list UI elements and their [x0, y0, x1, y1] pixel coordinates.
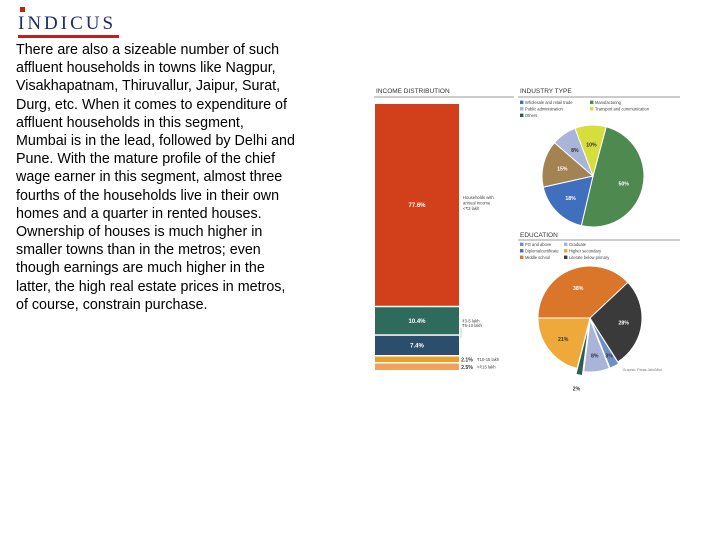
income-distribution-title: INCOME DISTRIBUTION [376, 88, 450, 95]
industry-pie-slice-label: 18% [565, 196, 576, 203]
legend-label-diploma-certificate: Diploma/certificate [525, 248, 559, 254]
income-side-labels [461, 195, 500, 369]
income-stacked-bar [375, 104, 473, 371]
industry-type-panel [518, 88, 680, 227]
industry-pie-slice-label: 15% [557, 166, 568, 173]
income-category-label: >₹15 lakh [477, 364, 496, 370]
legend-label-public-administration: Public administration [525, 106, 563, 112]
education-pie [538, 266, 642, 393]
legend-swatch [564, 249, 567, 252]
education-legend [520, 242, 610, 260]
legend-swatch [564, 243, 567, 246]
legend-label-middle-school: Middle school [525, 255, 551, 260]
legend-label-wholesale-and-retail-trade: Wholesale and retail trade [525, 100, 573, 105]
body-paragraph: There are also a sizeable number of such affluent households in towns like Nagpur, Visakhapatnam, Thiruvallur, Jaipur, Surat, Durg, etc. When it comes to expenditure of affluent households in this segment, Mumbai is in the lead, followed by Delhi and Pune. With the mature profile of the chief wage earner in this segment, almost three fourths of the households live in their own homes and a quarter in rented houses. Ownership of houses is much higher in smaller towns than in the metros; even though earnings are much higher in the latter, the high real estate prices in metros, of course, constrain purchase. [16, 42, 295, 313]
legend-label-higher-secondary: Higher secondary [569, 248, 602, 254]
income-bar-value-label: 2.5% [461, 364, 473, 371]
income-bar-value-label: 2.1% [461, 357, 473, 364]
legend-label-transport-and-communication: Transport and communication [595, 106, 650, 112]
industry-pie [542, 125, 644, 227]
education-pie-slice-label: 2% [572, 386, 581, 393]
income-category-label: ₹3-5 lakh [462, 318, 480, 324]
legend-label-graduate: Graduate [569, 242, 587, 247]
income-bar-value-label: 7.4% [410, 343, 424, 350]
logo-text: INDICUS [18, 13, 117, 34]
education-pie-slice-label: 21% [557, 336, 569, 343]
legend-swatch [520, 256, 523, 259]
legend-label-others: Others [525, 113, 538, 118]
education-pie-slice-label: 28% [618, 320, 629, 327]
education-title: EDUCATION [520, 232, 558, 239]
legend-label-literate-below-primary: Literate below primary [569, 255, 610, 260]
income-bar-segment-2-1 [375, 357, 459, 362]
industry-pie-slice-label: 8% [571, 148, 579, 155]
income-category-label: ₹5-10 lakh [462, 322, 482, 328]
legend-swatch [520, 101, 523, 104]
legend-swatch [520, 243, 523, 246]
income-first-category-label: <₹3 lakh [463, 205, 480, 211]
income-bar-value-label: 10.4% [408, 318, 426, 325]
income-bar-value-label: 77.6% [408, 203, 426, 210]
income-first-category-label: Households with [463, 194, 494, 200]
industry-type-title: INDUSTRY TYPE [520, 88, 572, 95]
education-pie-slice-label: 38% [573, 286, 584, 293]
legend-label-manufacturing: Manufacturing [595, 100, 621, 105]
income-bar-segment-2-5 [375, 364, 459, 371]
education-pie-slice-label: 3% [605, 353, 613, 360]
education-pie-slice-label: 8% [591, 353, 599, 360]
legend-label-pg-and-above: PG and above [525, 242, 552, 247]
legend-swatch [520, 249, 523, 252]
industry-pie-slice-label: 10% [586, 142, 597, 149]
legend-swatch [520, 107, 523, 110]
income-distribution-panel [374, 88, 514, 371]
industry-pie-slice-label: 50% [618, 181, 629, 188]
income-first-category-label: annual income [463, 200, 491, 206]
legend-swatch [564, 256, 567, 259]
legend-swatch [520, 114, 523, 117]
legend-swatch [590, 107, 593, 110]
graphic-credit: Graphic: Paras Jain/Mint [622, 368, 662, 372]
legend-swatch [590, 101, 593, 104]
industry-legend [520, 100, 650, 118]
income-category-label: ₹10-15 lakh [477, 356, 500, 362]
